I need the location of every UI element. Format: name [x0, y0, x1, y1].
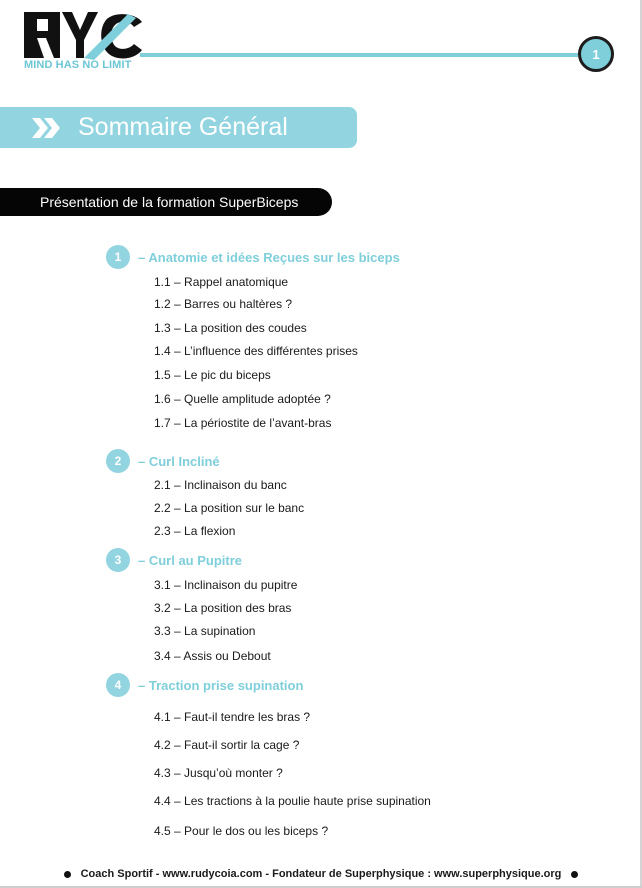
toc-item: 2.2 – La position sur le banc	[154, 501, 305, 515]
toc-item: 1.5 – Le pic du biceps	[154, 368, 271, 382]
double-chevron-right-icon	[32, 118, 62, 138]
toc-item: 4.4 – Les tractions à la poulie haute prise supination	[154, 794, 431, 808]
toc-item: 1.3 – La position des coudes	[154, 321, 307, 335]
chapter-number-badge: 1	[106, 245, 130, 269]
footer-text: Coach Sportif - www.rudycoia.com - Fondateur de Superphysique : www.superphysique.org	[80, 868, 562, 880]
chapter-heading-3	[106, 549, 242, 571]
toc-item: 1.2 – Barres ou haltères ?	[154, 297, 293, 311]
toc-item: 2.1 – Inclinaison du banc	[154, 478, 287, 492]
toc-item: 3.3 – La supination	[154, 624, 256, 638]
toc-item: 4.1 – Faut-il tendre les bras ?	[154, 710, 311, 724]
toc-item: 1.1 – Rappel anatomique	[154, 275, 289, 289]
chapter-number-badge: 4	[106, 673, 130, 697]
logo-letters-graphic	[24, 12, 144, 60]
toc-item: 1.6 – Quelle amplitude adoptée ?	[154, 392, 331, 406]
chapter-title: – Traction prise supination	[138, 677, 304, 693]
rudy-coia-logo	[24, 12, 144, 72]
toc-item: 3.2 – La position des bras	[154, 601, 292, 615]
toc-item: 2.3 – La flexion	[154, 524, 236, 538]
chapter-number-badge: 2	[106, 449, 130, 473]
chapter-heading-4	[106, 674, 303, 696]
section-heading-text: Présentation de la formation SuperBiceps	[40, 194, 299, 210]
chapter-heading-1	[106, 246, 400, 268]
header-rule	[140, 53, 578, 57]
page-title: Sommaire Général	[78, 113, 288, 141]
toc-item: 4.2 – Faut-il sortir la cage ?	[154, 738, 300, 752]
logo-tagline: MIND HAS NO LIMIT	[24, 59, 132, 71]
title-banner	[0, 107, 357, 148]
chapter-number-badge: 3	[106, 548, 130, 572]
chapter-heading-2	[106, 450, 220, 472]
toc-item: 3.1 – Inclinaison du pupitre	[154, 578, 298, 592]
toc-item: 1.4 – L’influence des différentes prises	[154, 344, 358, 358]
footer	[0, 866, 642, 882]
chapter-title: – Anatomie et idées Reçues sur les biceps	[138, 249, 400, 265]
toc-item: 4.3 – Jusqu’où monter ?	[154, 766, 283, 780]
toc-item: 3.4 – Assis ou Debout	[154, 649, 271, 663]
toc-item: 1.7 – La périostite de l’avant-bras	[154, 416, 332, 430]
chapter-title: – Curl au Pupitre	[138, 552, 243, 568]
page-number-badge: 1	[578, 36, 614, 72]
chapter-title: – Curl Incliné	[138, 453, 220, 469]
section-heading	[0, 188, 332, 216]
toc-item: 4.5 – Pour le dos ou les biceps ?	[154, 824, 329, 838]
bullet-icon	[64, 871, 71, 878]
bullet-icon	[571, 871, 578, 878]
